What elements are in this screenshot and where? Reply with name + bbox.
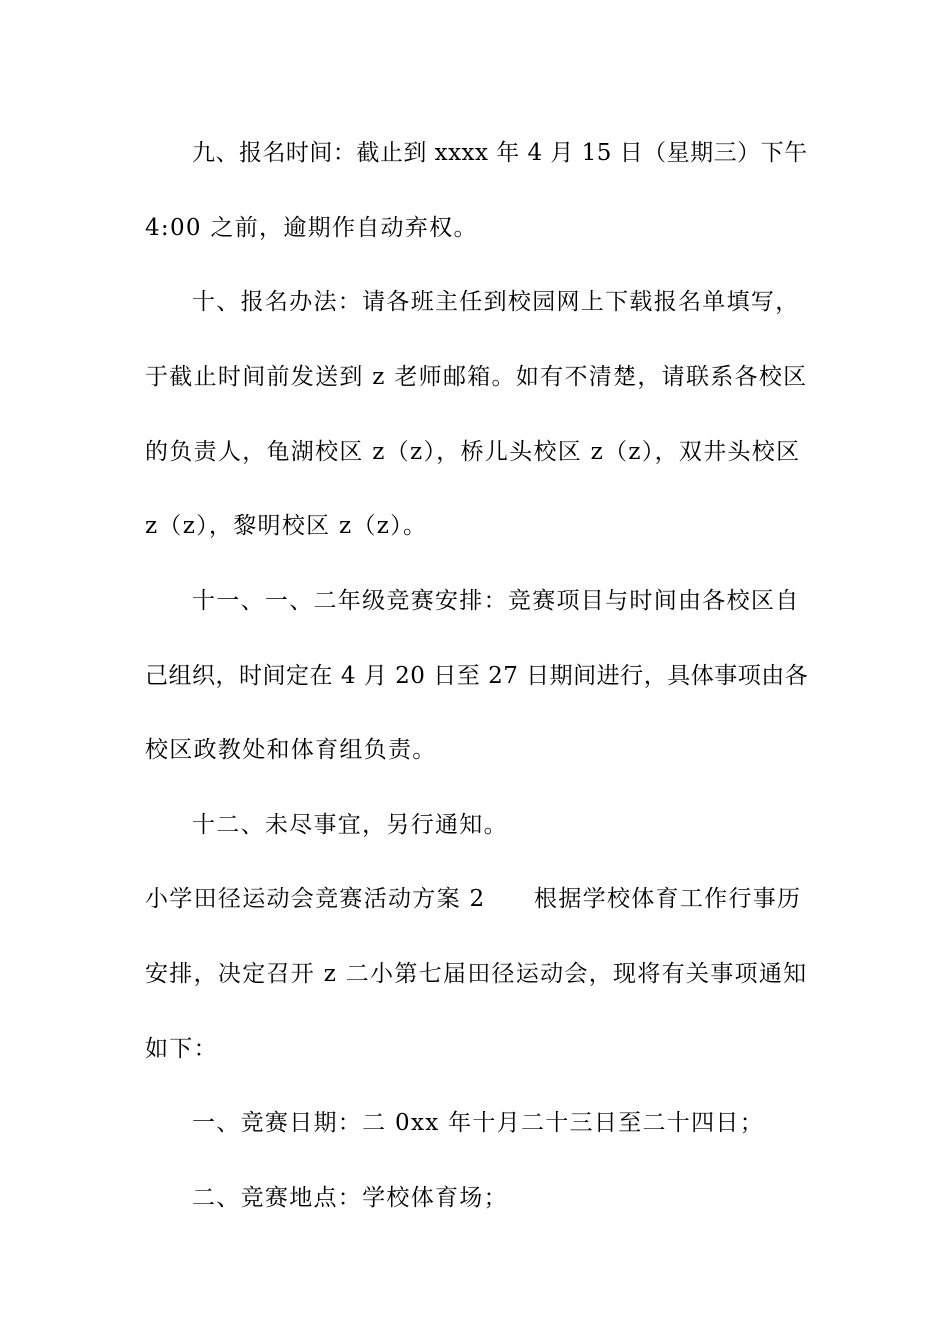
text-line: 4:00 之前，逾期作自动弃权。 bbox=[145, 215, 478, 241]
text-line: 安排，决定召开 z 二小第七届田径运动会，现将有关事项通知 bbox=[145, 961, 808, 987]
text-line: 小学田径运动会竞赛活动方案 2 根据学校体育工作行事历 bbox=[145, 886, 802, 912]
text-line: 十一、一、二年级竞赛安排：竞赛项目与时间由各校区自 bbox=[192, 588, 800, 614]
text-line: 十二、未尽事宜，另行通知。 bbox=[192, 812, 508, 838]
text-line: 一、竞赛日期：二 0xx 年十月二十三日至二十四日； bbox=[192, 1110, 764, 1136]
text-line: 十、报名办法：请各班主任到校园网上下载报名单填写， bbox=[192, 289, 800, 315]
text-line: 己组织，时间定在 4 月 20 日至 27 日期间进行，具体事项由各 bbox=[145, 663, 809, 689]
text-line: 校区政教处和体育组负责。 bbox=[145, 737, 437, 763]
text-line: z（z），黎明校区 z（z）。 bbox=[145, 513, 428, 539]
text-line: 于截止时间前发送到 z 老师邮箱。如有不清楚，请联系各校区 bbox=[145, 364, 808, 390]
text-line: 如下： bbox=[145, 1036, 218, 1062]
text-line: 二、竞赛地点：学校体育场； bbox=[192, 1185, 508, 1211]
text-line: 九、报名时间：截止到 xxxx 年 4 月 15 日（星期三）下午 bbox=[192, 140, 808, 166]
text-line: 的负责人，龟湖校区 z（z），桥儿头校区 z（z），双井头校区 bbox=[145, 439, 801, 465]
